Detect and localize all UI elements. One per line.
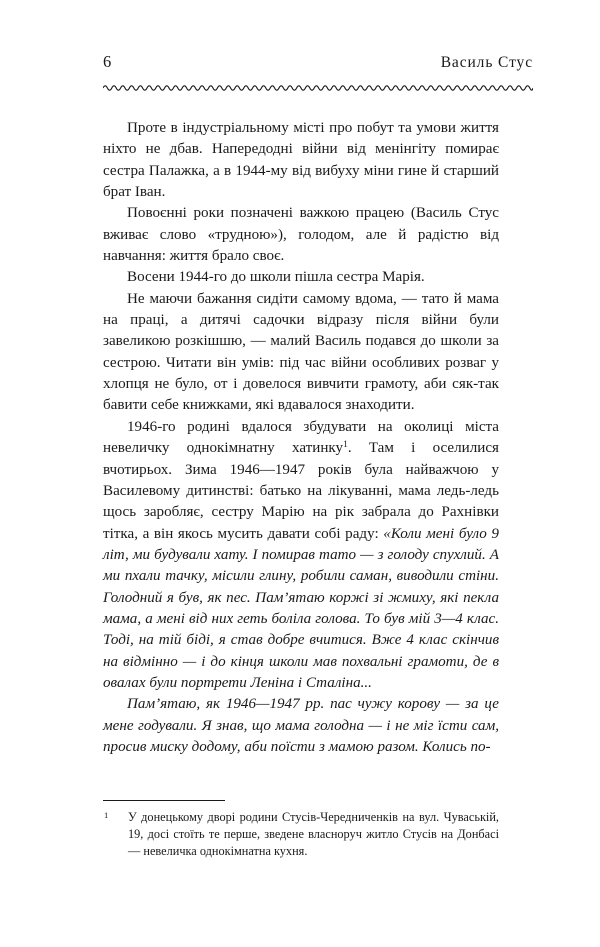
page-number: 6 <box>103 52 112 71</box>
running-head <box>103 52 533 76</box>
paragraph: Повоєнні роки позначені важкою працею (Василь Стус вживає слово «трудною»), голодом, але й радістю від навчання: життя брало своє. <box>103 205 499 265</box>
footnote-item <box>103 809 499 861</box>
paragraph-text-before-footnote: 1946-го родині вдалося збудувати на околиці міста невеличку однокімнатну хатинку <box>103 418 499 457</box>
paragraph-text-after-footnote: . Там і оселилися вчотирьох. Зима 1946—1947 років була найважчою у Василевому дитинстві: батько на лікуванні, мама ледь-ледь щось заробляє, сестру Марію на рік забрала до Рахнівки тітка, а він якось мусить давати собі раду: <box>103 440 499 542</box>
footnote-reference-1[interactable]: 1 <box>343 439 348 450</box>
paragraph-with-footnote <box>103 417 499 694</box>
paragraph: Не маючи бажання сидіти самому вдома, — тато й мама на праці, а дитячі садочки відразу після війни були завеликою розкішшю, — малий Василь подався до школи за сестрою. Читати він умів: під час війни особливих розваг у хлопця не було, от і довелося вивчити грамоту, аби сяк-так бавити себе книжками, які вдавалося знаходити. <box>103 290 499 414</box>
text-column <box>103 118 499 758</box>
running-title: Василь Стус <box>440 54 533 71</box>
wavy-rule-ornament <box>103 82 533 91</box>
footnote-text: У донецькому дворі родини Стусів-Чередниченків на вул. Чуваській, 19, досі стоїть те перше, зведене власноруч житло Стусів на Донбасі — невеличка однокімнатна кухня. <box>128 810 499 859</box>
paragraph: Восени 1944-го до школи пішла сестра Марія. <box>127 269 425 286</box>
paragraph-quote-continued: Пам’ятаю, як 1946—1947 рр. пас чужу корову — за це мене годували. Я знав, що мама голодна — і не міг їсти сам, просив миску додому, аби поїсти з мамою разом. Колись по- <box>103 696 499 755</box>
paragraph: Проте в індустріальному місті про побут та умови життя ніхто не дбав. Напередодні війни від менінгіту помирає сестра Палажка, а в 1944-му від вибуху міни гине й старший брат Іван. <box>103 120 499 201</box>
inline-quotation: «Коли мені було 9 літ, ми будували хату. І помирав тато — з голоду спухлий. А ми пхали тачку, місили глину, робили саман, виводили стіни. Голодний я був, як пес. Пам’ятаю коржі зі жмиху, які пекла мама, а мені від них геть боліла голова. То був мій 3—4 клас. Тоді, на тій біді, я став добре вчитися. Вже 4 клас скінчив на відмінно — і до кінця школи мав похвальні грамоти, де в овалах були портрети Леніна і Сталіна... <box>103 525 499 691</box>
footnote-area <box>103 800 499 861</box>
footnote-separator-rule <box>103 800 225 801</box>
footnote-marker: 1 <box>104 810 109 820</box>
